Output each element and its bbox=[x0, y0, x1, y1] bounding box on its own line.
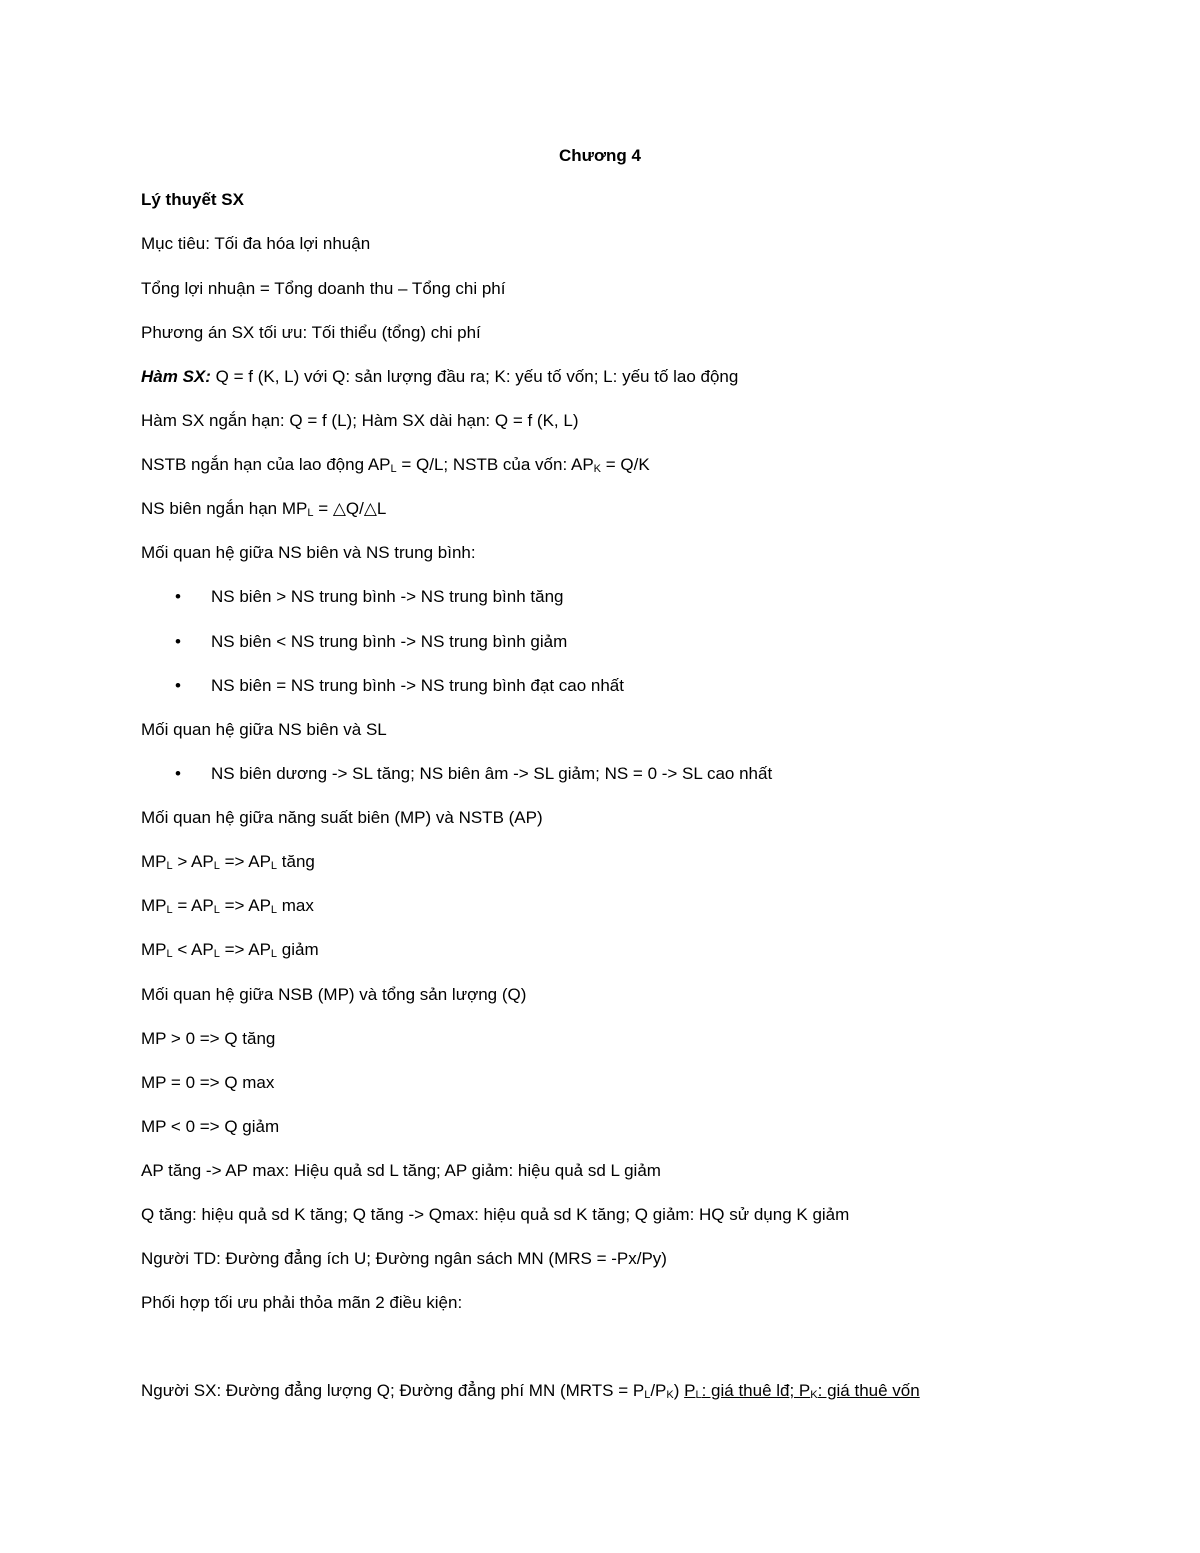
text-line bbox=[141, 939, 319, 961]
text-segment: MP bbox=[141, 896, 167, 915]
text-segment: : giá thuê lđ; P bbox=[701, 1381, 811, 1400]
text-segment: => AP bbox=[219, 940, 271, 959]
subscript: L bbox=[270, 948, 278, 960]
list-item-text: NS biên > NS trung bình -> NS trung bình tăng bbox=[211, 587, 564, 606]
text-segment: /P bbox=[650, 1381, 667, 1400]
subscript: L bbox=[270, 904, 278, 916]
text-segment: NSTB ngắn hạn của lao động AP bbox=[141, 455, 391, 474]
text-line: Người TD: Đường đẳng ích U; Đường ngân sách MN (MRS = -Px/Py) bbox=[141, 1249, 667, 1268]
text-segment: => AP bbox=[219, 852, 271, 871]
subscript: L bbox=[213, 860, 220, 872]
list-item bbox=[175, 763, 772, 785]
text-segment: tăng bbox=[277, 852, 315, 871]
text-line: Phối hợp tối ưu phải thỏa mãn 2 điều kiện: bbox=[141, 1293, 463, 1312]
text-line bbox=[141, 454, 650, 476]
text-line bbox=[141, 895, 314, 917]
list-item-text: NS biên < NS trung bình -> NS trung bình giảm bbox=[211, 632, 568, 651]
text-line: AP tăng -> AP max: Hiệu quả sd L tăng; AP giảm: hiệu quả sd L giảm bbox=[141, 1161, 661, 1180]
production-function-label: Hàm SX: bbox=[141, 367, 211, 386]
bullet-icon: • bbox=[175, 676, 181, 695]
text-segment: = AP bbox=[172, 896, 214, 915]
list-item-text: NS biên = NS trung bình -> NS trung bình đạt cao nhất bbox=[211, 676, 624, 695]
list-item bbox=[175, 631, 567, 653]
text-segment: Người SX: Đường đẳng lượng Q; Đường đẳng phí MN (MRTS = P bbox=[141, 1381, 645, 1400]
subscript: L bbox=[166, 904, 173, 916]
bullet-icon: • bbox=[175, 764, 181, 783]
text-line: Mối quan hệ giữa năng suất biên (MP) và NSTB (AP) bbox=[141, 808, 543, 827]
text-line: MP < 0 => Q giảm bbox=[141, 1117, 280, 1136]
text-segment: giảm bbox=[277, 940, 319, 959]
text-line: Mối quan hệ giữa NS biên và NS trung bình: bbox=[141, 543, 476, 562]
text-segment: : giá thuê vốn bbox=[817, 1381, 920, 1400]
subscript: L bbox=[213, 948, 220, 960]
bullet-icon: • bbox=[175, 587, 181, 606]
text-segment: = Q/L; NSTB của vốn: AP bbox=[396, 455, 594, 474]
text-line bbox=[141, 851, 315, 873]
text-line: Mục tiêu: Tối đa hóa lợi nhuận bbox=[141, 234, 371, 253]
text-line: MP = 0 => Q max bbox=[141, 1073, 275, 1092]
chapter-title: Chương 4 bbox=[558, 146, 641, 165]
text-line bbox=[141, 366, 738, 388]
text-line: Mối quan hệ giữa NS biên và SL bbox=[141, 720, 387, 739]
list-item-text: NS biên dương -> SL tăng; NS biên âm -> SL giảm; NS = 0 -> SL cao nhất bbox=[211, 764, 773, 783]
text-segment: max bbox=[277, 896, 314, 915]
subscript: L bbox=[213, 904, 220, 916]
subscript: K bbox=[810, 1389, 818, 1401]
text-segment: NS biên ngắn hạn MP bbox=[141, 499, 308, 518]
text-line: MP > 0 => Q tăng bbox=[141, 1029, 276, 1048]
text-segment: > AP bbox=[172, 852, 214, 871]
subscript: L bbox=[270, 860, 278, 872]
text-line: Tổng lợi nhuận = Tổng doanh thu – Tổng chi phí bbox=[141, 279, 506, 298]
text-segment: = Q/K bbox=[601, 455, 650, 474]
subscript: K bbox=[666, 1389, 674, 1401]
text-segment: MP bbox=[141, 940, 167, 959]
underlined-definition bbox=[684, 1381, 920, 1400]
text-segment: = △Q/△L bbox=[313, 499, 387, 518]
subscript: L bbox=[695, 1389, 702, 1401]
text-segment: => AP bbox=[219, 896, 271, 915]
text-line: Hàm SX ngắn hạn: Q = f (L); Hàm SX dài hạn: Q = f (K, L) bbox=[141, 411, 579, 430]
bullet-icon: • bbox=[175, 632, 181, 651]
text-segment: < AP bbox=[172, 940, 214, 959]
subscript: K bbox=[593, 463, 601, 475]
subscript: L bbox=[307, 507, 314, 519]
subscript: L bbox=[166, 948, 173, 960]
text-line bbox=[141, 1380, 920, 1402]
text-segment: MP bbox=[141, 852, 167, 871]
subscript: L bbox=[390, 463, 397, 475]
text-segment: ) bbox=[673, 1381, 685, 1400]
text-line: Mối quan hệ giữa NSB (MP) và tổng sản lượng (Q) bbox=[141, 985, 527, 1004]
text-segment: P bbox=[684, 1381, 696, 1400]
section-heading: Lý thuyết SX bbox=[141, 190, 244, 209]
list-item bbox=[175, 586, 564, 608]
text-line: Phương án SX tối ưu: Tối thiểu (tổng) chi phí bbox=[141, 323, 481, 342]
text-line bbox=[141, 498, 386, 520]
text-line: Q tăng: hiệu quả sd K tăng; Q tăng -> Qmax: hiệu quả sd K tăng; Q giảm: HQ sử dụng K giảm bbox=[141, 1205, 850, 1224]
list-item bbox=[175, 675, 624, 697]
production-function-text: Q = f (K, L) với Q: sản lượng đầu ra; K: yếu tố vốn; L: yếu tố lao động bbox=[210, 367, 739, 386]
subscript: L bbox=[644, 1389, 651, 1401]
subscript: L bbox=[166, 860, 173, 872]
